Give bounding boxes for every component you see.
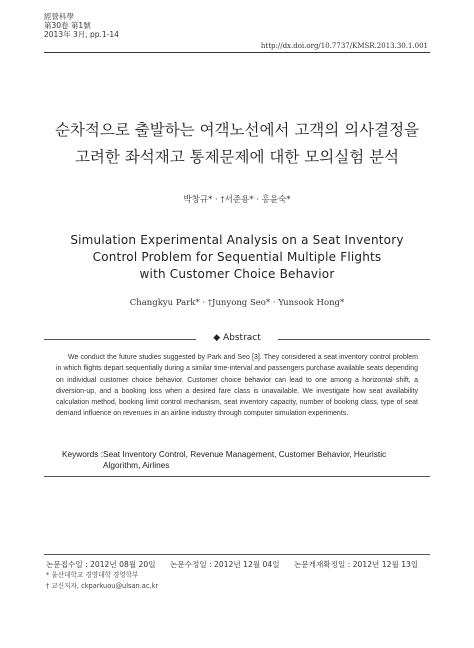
- abstract-text: We conduct the future studies suggested by Park and Seo [3]. They considered a seat inventory control problem in which flights depart sequentially during a similar time-interval and passengers purchase available seats depending on individual customer choice behavior. Customer choice behavior can lead to one among a horizontal shift, a diversion-up, and a booking loss when a desired fare class is unavailable. We investigate how seat availability calculation method, booking limit control mechanism, seat inventory capacity, number of booking class, type of seat demand influence on revenues in an airline industry through computer simulation experiments.: [56, 354, 418, 418]
- korean-authors: 박창규* · †서준용* · 홍윤숙*: [183, 195, 291, 205]
- english-authors: Changkyu Park* · †Junyong Seo* · Yunsook Hong*: [129, 298, 345, 308]
- korean-title: [0, 117, 474, 171]
- journal-issue: 2013年 3月, pp.1-14: [44, 30, 119, 39]
- doi-link[interactable]: http://dx.doi.org/10.7737/KMSR.2013.30.1.001: [260, 42, 428, 50]
- diamond-bullet-icon: ◆: [213, 333, 221, 343]
- abstract-heading: [44, 333, 430, 343]
- date-accepted: 논문게재확정일 : 2012년 12월 13일: [293, 560, 419, 569]
- footnotes: [46, 570, 158, 592]
- abstract-header: [44, 333, 430, 345]
- abstract-rule-right: [278, 339, 430, 340]
- korean-title-line-1: 순차적으로 출발하는 여객노선에서 고객의 의사결정을: [54, 121, 420, 139]
- korean-title-line-2: 고려한 좌석재고 통제문제에 대한 모의실험 분석: [74, 148, 400, 166]
- journal-info: [44, 12, 119, 39]
- footer-divider: [44, 554, 430, 555]
- english-title-line-1: Simulation Experimental Analysis on a Seat Inventory: [70, 233, 404, 247]
- keywords-values: Seat Inventory Control, Revenue Management, Customer Behavior, Heuristic Algorithm, Airlines: [103, 449, 387, 470]
- keywords: [62, 449, 403, 470]
- english-title: [0, 232, 474, 283]
- submission-dates: [46, 559, 430, 570]
- abstract-divider: [44, 476, 430, 477]
- header-divider: [44, 52, 430, 53]
- journal-name: 經營科學: [44, 12, 74, 21]
- abstract-label: Abstract: [223, 333, 261, 343]
- footnote-affiliation: * 울산대학교 경영대학 경영학부: [46, 571, 139, 579]
- keywords-label: Keywords :: [62, 449, 104, 459]
- journal-volume: 第30卷 第1號: [44, 21, 91, 30]
- footnote-corresponding: † 교신저자, ckparkuou@ulsan.ac.kr: [46, 582, 159, 590]
- english-title-line-2: Control Problem for Sequential Multiple Flights: [92, 250, 382, 264]
- date-revised: 논문수정일 : 2012년 12월 04일: [169, 560, 280, 569]
- english-title-line-3: with Customer Choice Behavior: [139, 267, 335, 281]
- date-received: 논문접수일 : 2012년 08월 20일: [46, 560, 156, 569]
